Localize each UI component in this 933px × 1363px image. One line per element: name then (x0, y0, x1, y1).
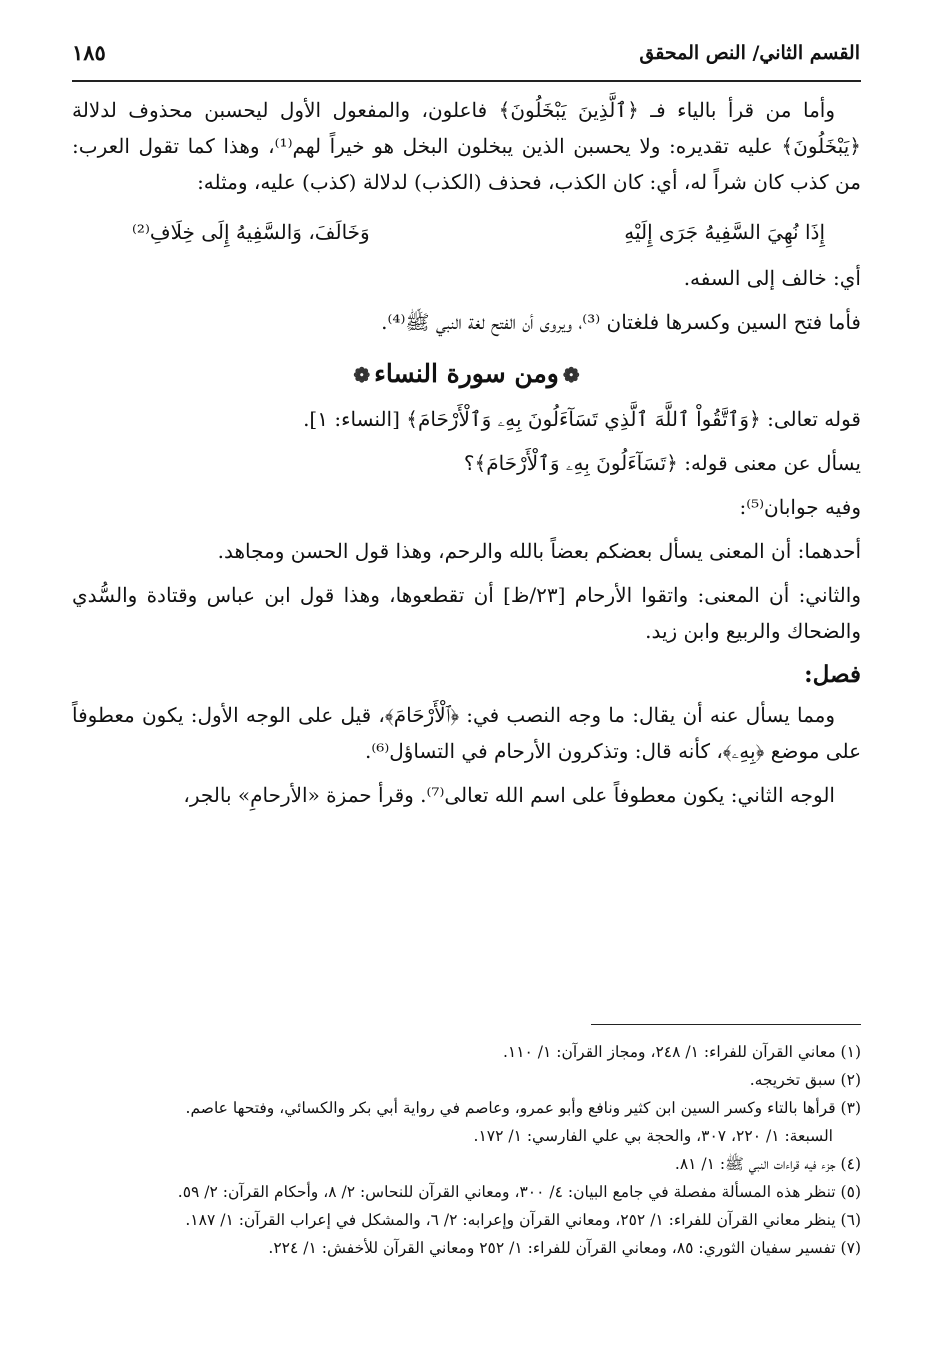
section-title: فصل: (804, 661, 861, 688)
paragraph-6: وفيه جوابان⁽⁵⁾: (739, 495, 861, 519)
paragraph-7: أحدهما: أن المعنى يسأل بعضكم بعضاً بالله والرحم، وهذا قول الحسن ومجاهد. (217, 539, 861, 563)
paragraph-8: والثاني: أن المعنى: واتقوا الأرحام [٢٣/ظ] أن تقطعوها، وهذا قول ابن عباس وقتادة والسُّدي والضحاك والربيع وابن زيد. (72, 583, 861, 643)
header-title: القسم الثاني/ النص المحقق (639, 42, 860, 64)
main-text (72, 92, 861, 813)
footnote-5: (٥) تنظر هذه المسألة مفصلة في جامع البيان: ٤/ ٣٠٠، ومعاني القرآن للنحاس: ٢/ ٨، وأحكام القرآن: ٢/ ٥٩. (177, 1183, 861, 1201)
footnote-2: (٢) سبق تخريجه. (749, 1071, 861, 1089)
footnotes (72, 1038, 861, 1262)
header-rule (72, 80, 861, 82)
paragraph-4: قوله تعالى: ﴿وَٱتَّقُواْ ٱللَّهَ ٱلَّذِي تَسَآءَلُونَ بِهِۦ وَٱلْأَرْحَامَ﴾ [النساء: ١]. (303, 407, 861, 431)
footnote-6: (٦) ينظر معاني القرآن للفراء: ١/ ٢٥٢، ومعاني القرآن وإعرابه: ٢/ ٦، والمشكل في إعراب القرآن: ١/ ١٨٧. (185, 1211, 861, 1229)
ornament-left-icon: ❁ (353, 363, 371, 387)
verse-first-hemistich: إِذَا نُهِيَ السَّفِيهُ جَرَى إِلَيْهِ (624, 220, 825, 244)
paragraph-3: فأما فتح السين وكسرها فلغتان ⁽³⁾، ويروى أن الفتح لغة النبي ﷺ⁽⁴⁾. (381, 310, 861, 334)
running-header (72, 36, 860, 76)
footnote-rule (591, 1024, 861, 1025)
paragraph-9: ومما يسأل عنه أن يقال: ما وجه النصب في: ﴿ٱلْأَرْحَامَ﴾، قيل على الوجه الأول: يكون معطوفاً على موضع ﴿بِهِۦ﴾، كأنه قال: وتذكرون الأرحام في التساؤل⁽⁶⁾. (72, 703, 861, 763)
surah-heading (72, 354, 861, 395)
footnote-4: (٤) جزء فيه قراءات النبي ﷺ: ١/ ٨١. (674, 1155, 861, 1173)
paragraph-1: وأما من قرأ بالياء فـ ﴿ٱلَّذِينَ يَبْخَلُونَ﴾ فاعلون، والمفعول الأول ليحسبن محذوف لدلالة ﴿يَبْخَلُونَ﴾ عليه تقديره: ولا يحسبن الذين يبخلون البخل هو خيراً لهم⁽¹⁾، وهذا كما تقول العرب: من كذب كان شراً له، أي: كان الكذب، فحذف (الكذب) لدلالة (كذب) عليه، ومثله: (72, 98, 862, 194)
footnote-1: (١) معاني القرآن للفراء: ١/ ٢٤٨، ومجاز القرآن: ١/ ١١٠. (502, 1043, 861, 1061)
page-number: ١٨٥ (72, 40, 106, 65)
footnote-3: (٣) قرأها بالتاء وكسر السين ابن كثير ونافع وأبو عمرو، وعاصم في رواية أبي بكر والكسائي، وفتحها عاصم. (185, 1099, 861, 1117)
verse-second-hemistich: وَخَالَفَ، وَالسَّفِيهُ إِلَى خِلَافِ⁽²⁾ (132, 220, 370, 244)
footnote-3-continued: السبعة: ١/ ٢٢٠، ٣٠٧، والحجة بي علي الفارسي: ١/ ١٧٢. (473, 1127, 833, 1145)
poetry-verse (72, 214, 861, 250)
paragraph-10: الوجه الثاني: يكون معطوفاً على اسم الله تعالى⁽⁷⁾. وقرأ حمزة «الأرحامِ» بالجر، (183, 783, 835, 807)
surah-heading-text: ومن سورة النساء (374, 359, 559, 388)
footnote-7: (٧) تفسير سفيان الثوري: ٨٥، ومعاني القرآن للفراء: ١/ ٢٥٢ ومعاني القرآن للأخفش: ١/ ٢٢٤. (268, 1239, 861, 1257)
paragraph-5: يسأل عن معنى قوله: ﴿تَسَآءَلُونَ بِهِۦ وَٱلْأَرْحَامَ﴾؟ (463, 451, 861, 475)
paragraph-2: أي: خالف إلى السفه. (683, 266, 861, 290)
ornament-right-icon: ❁ (562, 363, 580, 387)
